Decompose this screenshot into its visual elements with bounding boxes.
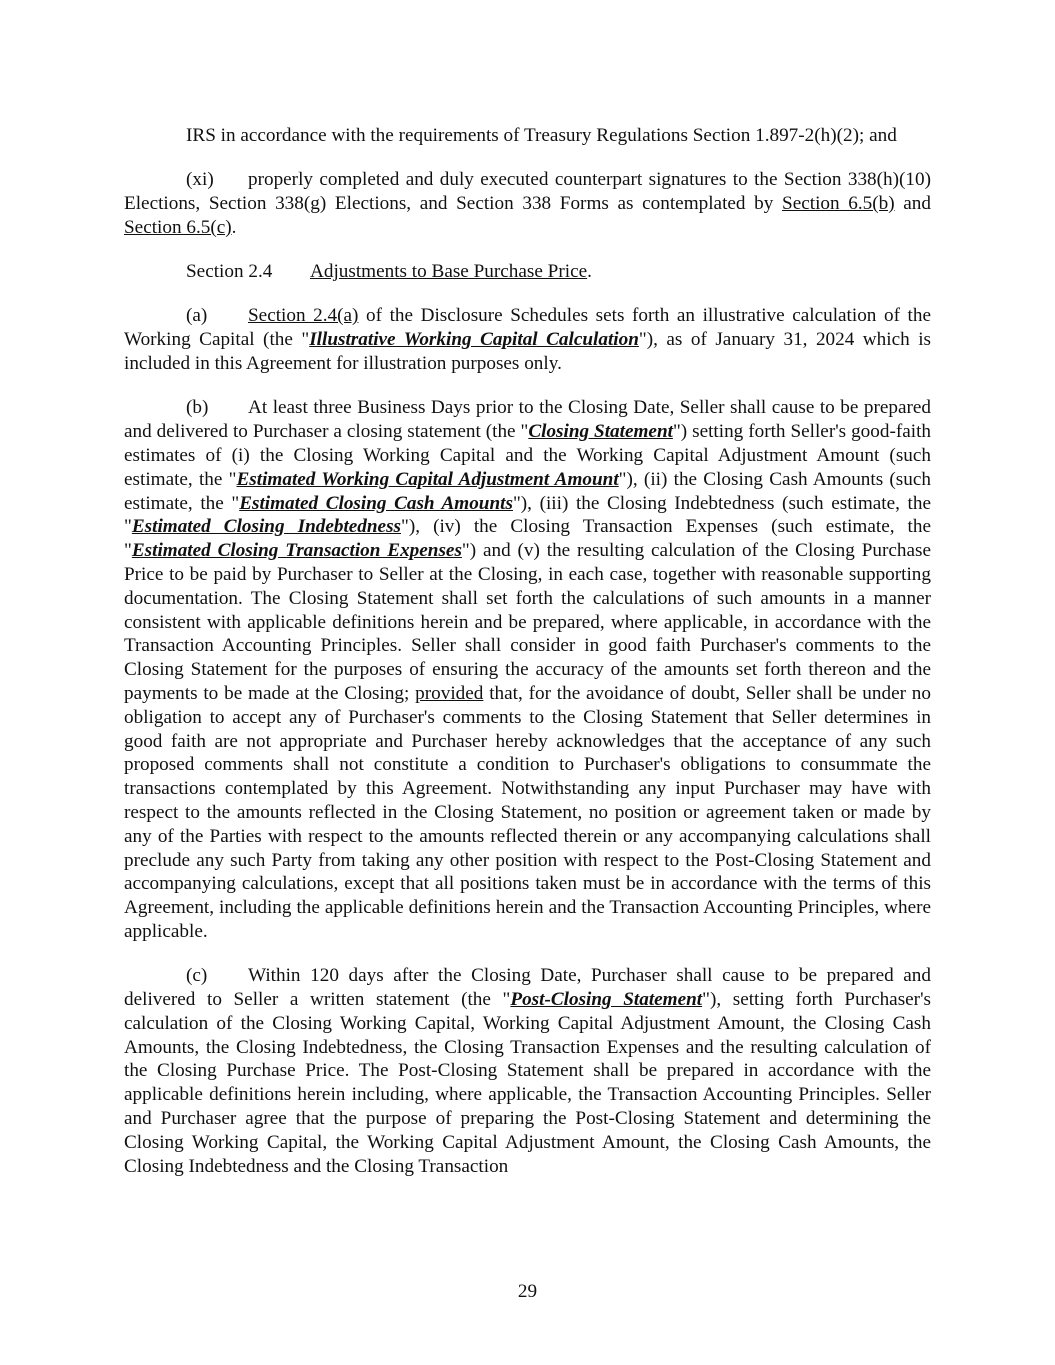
proviso-provided: provided (415, 682, 484, 704)
defined-term-post-closing-statement: Post-Closing Statement (510, 989, 703, 1010)
defined-term-closing-statement: Closing Statement (528, 421, 673, 443)
section-6-5-b-reference[interactable]: Section 6.5(b) (782, 193, 895, 215)
paragraph-a-label: (a) (186, 305, 208, 327)
paragraph-c-text-1: Within 120 days after the Closing Date, Purchaser shall cause to be prepared and delivered to Seller a written statement (the " (124, 965, 931, 1010)
paragraph-xi (124, 168, 931, 239)
section-6-5-c-reference[interactable]: Section 6.5(c) (124, 216, 232, 238)
paragraph-xi-text-3: . (231, 216, 237, 238)
paragraph-xi-text-2: and (894, 193, 931, 215)
section-2-4-title-end: . (587, 261, 592, 283)
section-2-4-a-reference[interactable]: Section 2.4(a) (248, 305, 359, 327)
paragraph-c-text-2: "), setting forth Purchaser's calculation of the Closing Working Capital, Working Capital Adjustment Amount, the Closing Cash Amounts, the Closing Indebtedness, the Closing Transaction Expenses and the resulting calculation of the Closing Purchase Price. The Post-Closing Statement shall be prepared in accordance with the applicable definitions herein including, where applicable, the Transaction Accounting Principles. Seller and Purchaser agree that the purpose of preparing the Post-Closing Statement and determining the Closing Working Capital, the Working Capital Adjustment Amount, the Closing Cash Amounts, the Closing Indebtedness and the Closing Transaction (124, 989, 931, 1177)
paragraph-b (124, 396, 931, 943)
paragraph-b-label: (b) (186, 397, 209, 419)
paragraph-b-text-3: "), (ii) the Closing Cash Amounts (such estimate, the " (124, 468, 931, 514)
paragraph-b-text-2: ") setting forth Seller's good-faith estimates of (i) the Closing Working Capital and the Working Capital Adjustment Amount (such estimate, the " (124, 421, 932, 490)
defined-term-estimated-working-capital-adjustment-amount: Estimated Working Capital Adjustment Amount (236, 468, 619, 490)
defined-term-estimated-closing-indebtedness: Estimated Closing Indebtedness (131, 516, 402, 538)
paragraph-xi-label: (xi) (186, 169, 214, 191)
paragraph-b-text-5: "), (iv) the Closing Transaction Expenses (such estimate, the " (124, 516, 931, 562)
paragraph-c (124, 964, 931, 1178)
paragraph-x-text: IRS in accordance with the requirements of Treasury Regulations Section 1.897-2(h)(2); and (186, 125, 897, 146)
section-2-4-title: Adjustments to Base Purchase Price (310, 261, 588, 283)
paragraph-a (124, 304, 931, 375)
defined-term-estimated-closing-transaction-expenses: Estimated Closing Transaction Expenses (131, 540, 462, 562)
paragraph-b-text-1: At least three Business Days prior to the Closing Date, Seller shall cause to be prepared and delivered to Purchaser a closing statement (the " (124, 397, 931, 443)
page-number: 29 (517, 1281, 538, 1302)
paragraph-a-text-2: "), as of January 31, 2024 which is included in this Agreement for illustration purposes only. (124, 329, 931, 375)
section-2-4-heading (124, 260, 931, 284)
paragraph-x-continuation (124, 124, 931, 148)
paragraph-b-text-7: that, for the avoidance of doubt, Seller shall be under no obligation to accept any of Purchaser's comments to the Closing Statement that Seller determines in good faith are not appropriate and Purchaser hereby acknowledges that the acceptance of any such proposed comments shall not constitute a condition to Purchaser's obligations to consummate the transactions contemplated by this Agreement. Notwithstanding any input Purchaser may have with respect to the amounts reflected in the Closing Statement, no position or agreement taken or made by any of the Parties with respect to the amounts reflected therein or any accompanying calculations shall preclude any such Party from taking any other position with respect to the Post-Closing Statement and accompanying calculations, except that all positions taken must be in accordance with the terms of this Agreement, including the applicable definitions herein and the Transaction Accounting Principles, where applicable. (124, 682, 931, 942)
paragraph-c-label: (c) (186, 965, 208, 987)
paragraph-a-text-1: of the Disclosure Schedules sets forth an illustrative calculation of the Working Capital (the " (124, 305, 931, 351)
section-2-4-label: Section 2.4 (186, 261, 273, 283)
paragraph-xi-text: properly completed and duly executed counterpart signatures to the Section 338(h)(10) Elections, Section 338(g) Elections, and Section 338 Forms as contemplated by (124, 169, 931, 215)
document-page (124, 124, 931, 1199)
paragraph-b-text-4: "), (iii) the Closing Indebtedness (such estimate, the " (124, 492, 931, 538)
defined-term-estimated-closing-cash-amounts: Estimated Closing Cash Amounts (239, 492, 513, 514)
defined-term-illustrative-working-capital-calculation: Illustrative Working Capital Calculation (309, 329, 639, 351)
paragraph-b-text-6: ") and (v) the resulting calculation of the Closing Purchase Price to be paid by Purchaser to Seller at the Closing, in each case, together with reasonable supporting documentation. The Closing Statement shall set forth the calculations of such amounts in a manner consistent with applicable definitions herein and be prepared, where applicable, in accordance with the Transaction Accounting Principles. Seller shall consider in good faith Purchaser's comments to the Closing Statement for the purposes of ensuring the accuracy of the amounts set forth thereon and the payments to be made at the Closing; (124, 540, 931, 704)
